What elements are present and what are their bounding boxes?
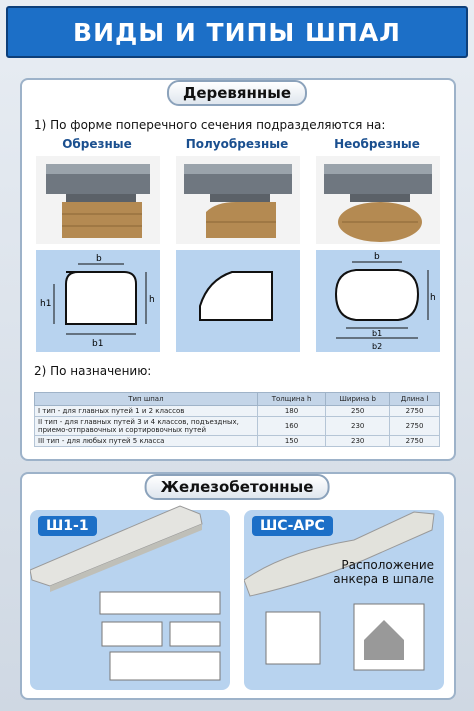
- table-cell: 250: [326, 406, 390, 417]
- diagram-semitrimmed: [176, 250, 300, 352]
- tag-shs-ars: ШС-АРС: [252, 516, 333, 536]
- table-cell: III тип - для любых путей 5 класса: [35, 436, 258, 447]
- sleeper-types-table: [34, 392, 440, 447]
- title-banner: [6, 6, 468, 58]
- dim-b-untrimmed: b: [374, 252, 380, 262]
- concrete-heading: Железобетонные: [145, 474, 330, 500]
- col-header-length: Длина l: [390, 393, 440, 406]
- table-cell: 2750: [390, 436, 440, 447]
- table-row: [35, 436, 440, 447]
- table-cell: 230: [326, 417, 390, 436]
- dim-b1-untrimmed: b1: [372, 329, 383, 338]
- illustration-sh1-1: [30, 500, 230, 690]
- tag-sh1-1: Ш1-1: [38, 516, 97, 536]
- dim-b: b: [96, 254, 102, 264]
- dim-h-untrimmed: h: [430, 293, 436, 303]
- col-header-type: Тип шпал: [35, 393, 258, 406]
- wooden-heading: Деревянные: [167, 80, 307, 106]
- table-row: [35, 417, 440, 436]
- photo-untrimmed-sleeper: [316, 156, 440, 244]
- type-label-untrimmed: Необрезные: [334, 137, 420, 151]
- table-cell: I тип - для главных путей 1 и 2 классов: [35, 406, 258, 417]
- anchor-caption-line1: Расположение: [341, 558, 434, 572]
- question-purpose: 2) По назначению:: [34, 364, 152, 378]
- table-cell: 2750: [390, 406, 440, 417]
- table-cell: 160: [257, 417, 326, 436]
- table-cell: 2750: [390, 417, 440, 436]
- dim-h: h: [149, 295, 155, 305]
- photo-semitrimmed-sleeper: [176, 156, 300, 244]
- table-header-row: [35, 393, 440, 406]
- question-cross-section: 1) По форме поперечного сечения подразделяются на:: [34, 118, 386, 132]
- table-cell: 150: [257, 436, 326, 447]
- col-header-width: Ширина b: [326, 393, 390, 406]
- anchor-caption-line2: анкера в шпале: [333, 572, 434, 586]
- table-row: [35, 406, 440, 417]
- type-label-semitrimmed: Полуобрезные: [185, 137, 289, 151]
- dim-b1: b1: [92, 339, 104, 349]
- type-label-trimmed: Обрезные: [62, 137, 132, 151]
- dim-h1: h1: [40, 299, 52, 309]
- illustration-shs-ars: [244, 500, 444, 690]
- anchor-caption: [330, 558, 434, 586]
- diagram-trimmed: [36, 250, 160, 352]
- dim-b2: b2: [372, 342, 383, 351]
- table-cell: II тип - для главных путей 3 и 4 классов, подъездных, приемо-отправочных и сортировочных путей: [35, 417, 258, 436]
- col-header-thickness: Толщина h: [257, 393, 326, 406]
- table-cell: 180: [257, 406, 326, 417]
- diagram-untrimmed: [316, 250, 440, 352]
- table-cell: 230: [326, 436, 390, 447]
- page-title: ВИДЫ И ТИПЫ ШПАЛ: [73, 17, 401, 47]
- photo-trimmed-sleeper: [36, 156, 160, 244]
